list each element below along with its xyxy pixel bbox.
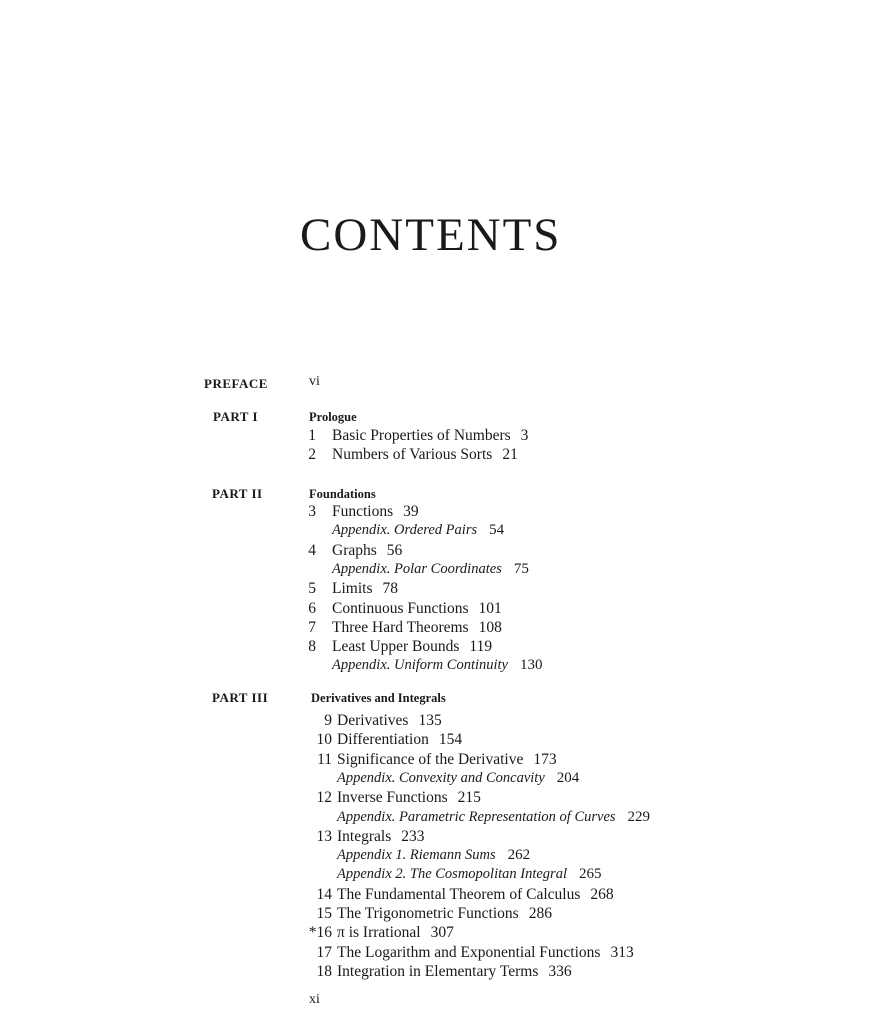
entry-page-number: 101 [478,599,502,617]
toc-chapter-entry[interactable] [302,732,702,750]
entry-title: Differentiation [337,731,429,749]
toc-chapter-entry[interactable] [300,601,700,619]
entry-title: Limits [332,580,373,598]
entry-title: Derivatives [337,712,409,729]
entry-page-number: 286 [528,905,552,922]
entry-title: Appendix. Convexity and Concavity [337,769,545,786]
entry-page-number: 54 [489,522,505,539]
entry-title: Numbers of Various Sorts [332,446,493,464]
toc-appendix-entry[interactable] [302,771,702,789]
entry-page-number: 21 [502,446,518,464]
chapter-number: 8 [308,638,316,656]
toc-appendix-entry[interactable] [302,810,702,828]
toc-chapter-entry[interactable] [302,790,702,808]
chapter-number: *16 [308,924,332,942]
entry-title: Basic Properties of Numbers [332,427,511,444]
toc-appendix-entry[interactable] [302,848,702,866]
entry-page-number: 135 [418,712,442,729]
chapter-number: 13 [316,827,332,845]
toc-appendix-entry[interactable] [300,658,700,676]
toc-chapter-entry[interactable] [300,620,700,638]
entry-page-number: 307 [430,924,454,942]
toc-chapter-entry[interactable] [300,639,700,657]
chapter-number: 2 [308,446,316,464]
entry-title: π is Irrational [337,924,421,942]
chapter-number: 4 [308,541,316,559]
entry-title: Least Upper Bounds [332,638,460,656]
entry-title: Significance of the Derivative [337,750,524,768]
entry-title: Inverse Functions [337,789,448,807]
toc-chapter-entry[interactable] [302,906,702,924]
part-label: PART III [212,690,269,705]
entry-title: Appendix. Uniform Continuity [332,657,508,674]
toc-appendix-entry[interactable] [302,867,702,885]
page-folio: xi [309,992,320,1007]
chapter-number: 1 [308,427,316,444]
entry-page-number: 268 [590,885,614,903]
entry-title: Appendix. Polar Coordinates [332,560,502,577]
chapter-number: 15 [316,905,332,922]
entry-page-number: 215 [457,789,481,807]
preface-page: vi [309,374,320,389]
entry-title: Continuous Functions [332,599,469,617]
toc-chapter-entry[interactable] [300,447,700,465]
entry-page-number: 130 [520,657,543,674]
toc-chapter-entry[interactable] [302,925,702,943]
part-label: PART I [213,409,259,424]
chapter-number: 14 [316,885,332,903]
entry-page-number: 173 [533,750,557,768]
entry-title: Integration in Elementary Terms [337,962,539,980]
toc-chapter-entry[interactable] [302,752,702,770]
entry-page-number: 262 [507,847,531,864]
entry-page-number: 3 [520,427,529,444]
chapter-number: 12 [316,789,332,807]
chapter-number: 11 [317,750,332,768]
entry-title: The Trigonometric Functions [337,905,519,922]
part-label: PART II [212,486,263,501]
chapter-number: 7 [308,618,316,636]
chapter-number: 9 [324,712,332,729]
chapter-number: 5 [308,580,316,598]
toc-chapter-entry[interactable] [302,713,702,731]
entry-page-number: 229 [627,808,651,825]
toc-chapter-entry[interactable] [302,887,702,905]
toc-chapter-entry[interactable] [302,829,702,847]
chapter-number: 6 [308,599,316,617]
part-title: Foundations [309,487,376,501]
entry-page-number: 75 [513,560,529,577]
chapter-number: 10 [316,731,332,749]
part-title: Prologue [309,410,357,424]
preface-label: PREFACE [204,376,268,391]
entry-page-number: 39 [403,503,419,520]
entry-page-number: 265 [578,866,602,883]
entry-page-number: 56 [386,541,403,559]
entry-page-number: 204 [556,769,580,786]
toc-appendix-entry[interactable] [300,523,700,541]
entry-title: Appendix 2. The Cosmopolitan Integral [337,866,567,883]
entry-title: Graphs [332,541,377,559]
entry-title: The Logarithm and Exponential Functions [337,943,601,961]
entry-title: Three Hard Theorems [332,618,469,636]
toc-chapter-entry[interactable] [300,581,700,599]
entry-page-number: 108 [478,618,502,636]
chapter-number: 18 [316,962,332,980]
entry-title: Appendix 1. Riemann Sums [337,847,496,864]
entry-title: Integrals [337,827,392,845]
entry-page-number: 336 [548,962,572,980]
toc-chapter-entry[interactable] [300,504,700,522]
entry-page-number: 154 [438,731,463,749]
toc-chapter-entry[interactable] [300,543,700,561]
entry-title: Appendix. Ordered Pairs [332,522,478,539]
entry-page-number: 119 [469,638,493,656]
toc-appendix-entry[interactable] [300,562,700,580]
chapter-number: 3 [308,503,316,520]
toc-chapter-entry[interactable] [302,945,702,963]
entry-page-number: 233 [401,827,425,845]
page-title: CONTENTS [300,209,562,261]
entry-page-number: 313 [610,943,634,961]
entry-title: The Fundamental Theorem of Calculus [337,885,581,903]
toc-chapter-entry[interactable] [302,964,702,982]
entry-page-number: 78 [382,580,398,598]
entry-title: Appendix. Parametric Representation of Curves [337,808,616,825]
chapter-number: 17 [316,943,332,961]
toc-chapter-entry[interactable] [300,428,700,446]
entry-title: Functions [332,503,394,520]
part-title: Derivatives and Integrals [311,691,446,705]
